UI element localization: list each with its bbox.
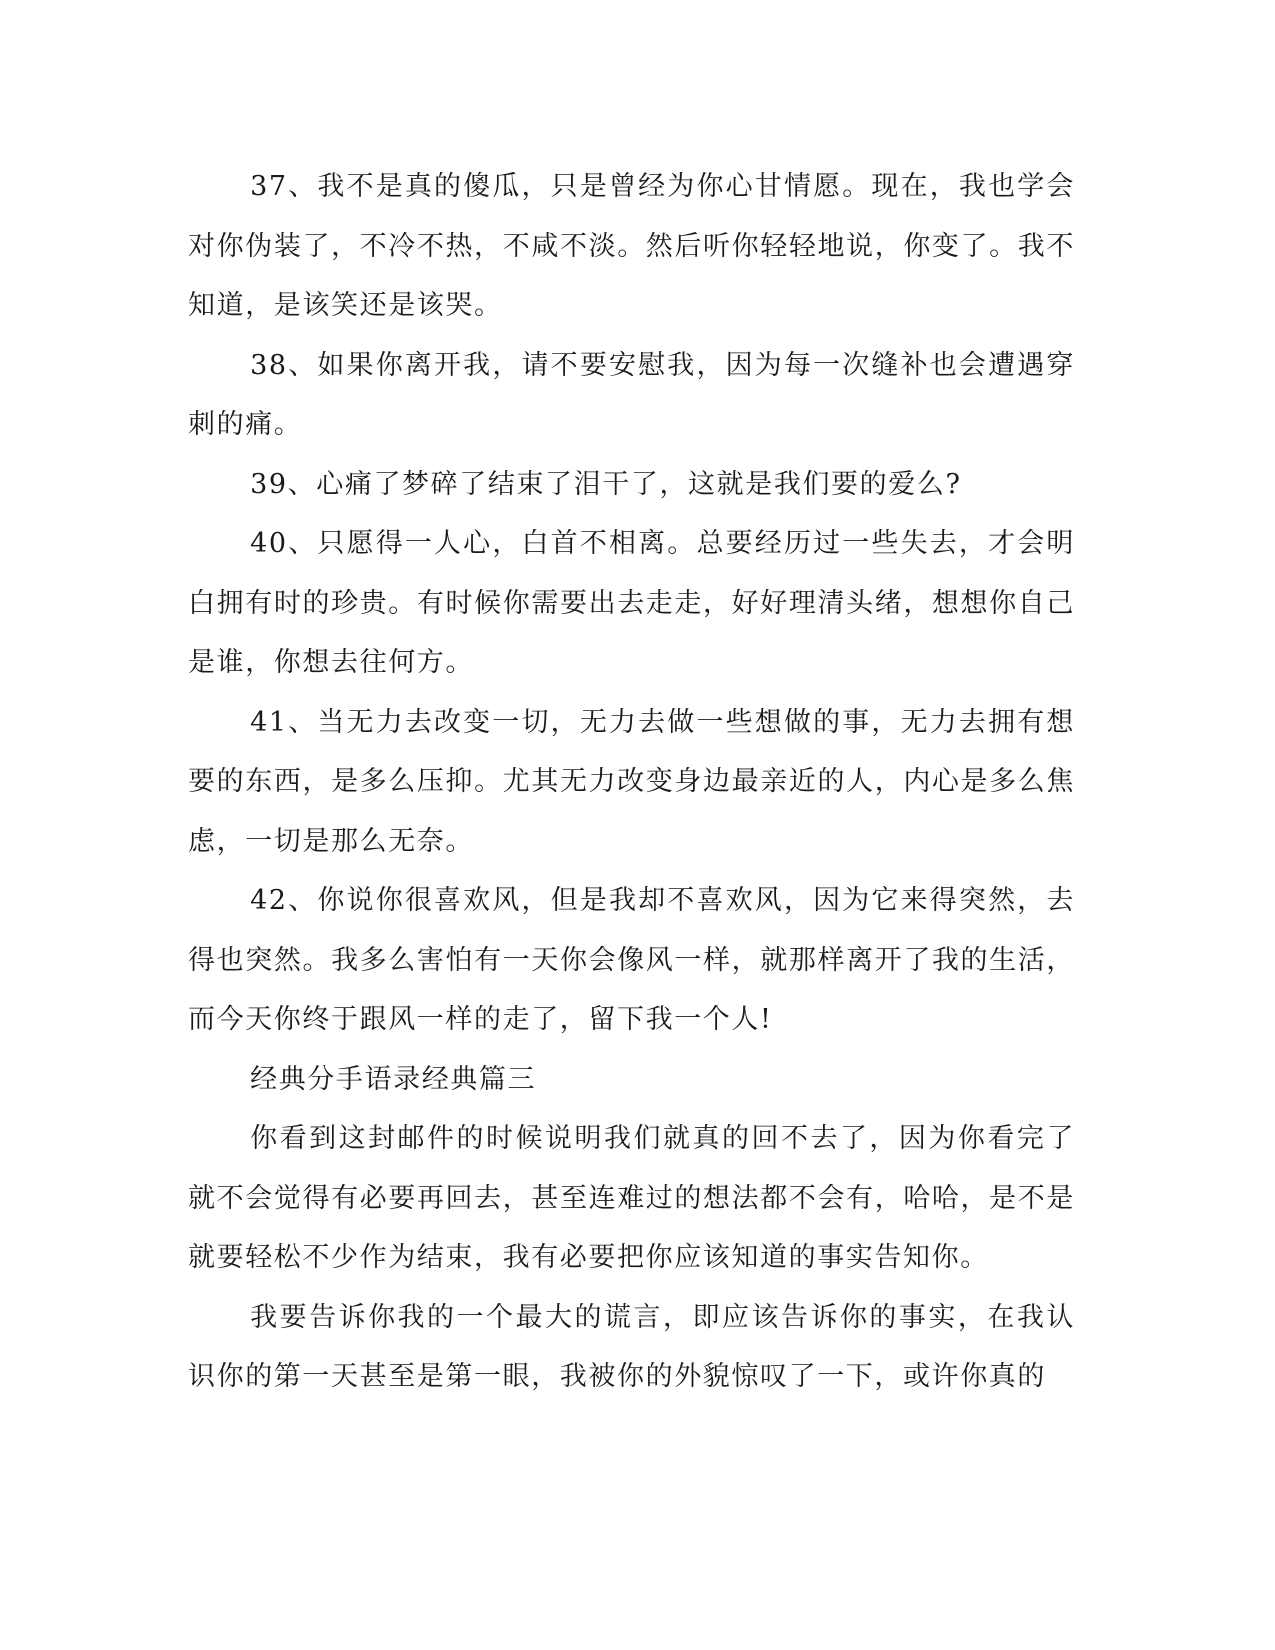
paragraph-39: 39、心痛了梦碎了结束了泪干了，这就是我们要的爱么? — [250, 468, 962, 500]
paragraph-41: 41、当无力去改变一切，无力去做一些想做的事，无力去拥有想要的东西，是多么压抑。尤其无力改变身边最亲近的人，内心是多么焦虑，一切是那么无奈。 — [188, 706, 1075, 857]
paragraph-37: 37、我不是真的傻瓜，只是曾经为你心甘情愿。现在，我也学会对你伪装了，不冷不热，不咸不淡。然后听你轻轻地说，你变了。我不知道，是该笑还是该哭。 — [188, 171, 1075, 321]
letter-paragraph-2: 我要告诉你我的一个最大的谎言，即应该告诉你的事实，在我认识你的第一天甚至是第一眼，我被你的外貌惊叹了一下，或许你真的 — [188, 1301, 1075, 1392]
document-body — [188, 157, 1075, 1407]
paragraph-42: 42、你说你很喜欢风，但是我却不喜欢风，因为它来得突然，去得也突然。我多么害怕有一天你会像风一样，就那样离开了我的生活，而今天你终于跟风一样的走了，留下我一个人! — [188, 885, 1075, 1035]
letter-paragraph-1: 你看到这封邮件的时候说明我们就真的回不去了，因为你看完了就不会觉得有必要再回去，甚至连难过的想法都不会有，哈哈，是不是就要轻松不少作为结束，我有必要把你应该知道的事实告知你。 — [188, 1123, 1075, 1273]
paragraph-38: 38、如果你离开我，请不要安慰我，因为每一次缝补也会遭遇穿刺的痛。 — [188, 349, 1075, 440]
section-heading: 经典分手语录经典篇三 — [250, 1063, 537, 1095]
paragraph-40: 40、只愿得一人心，白首不相离。总要经历过一些失去，才会明白拥有时的珍贵。有时候你需要出去走走，好好理清头绪，想想你自己是谁，你想去往何方。 — [188, 528, 1075, 678]
